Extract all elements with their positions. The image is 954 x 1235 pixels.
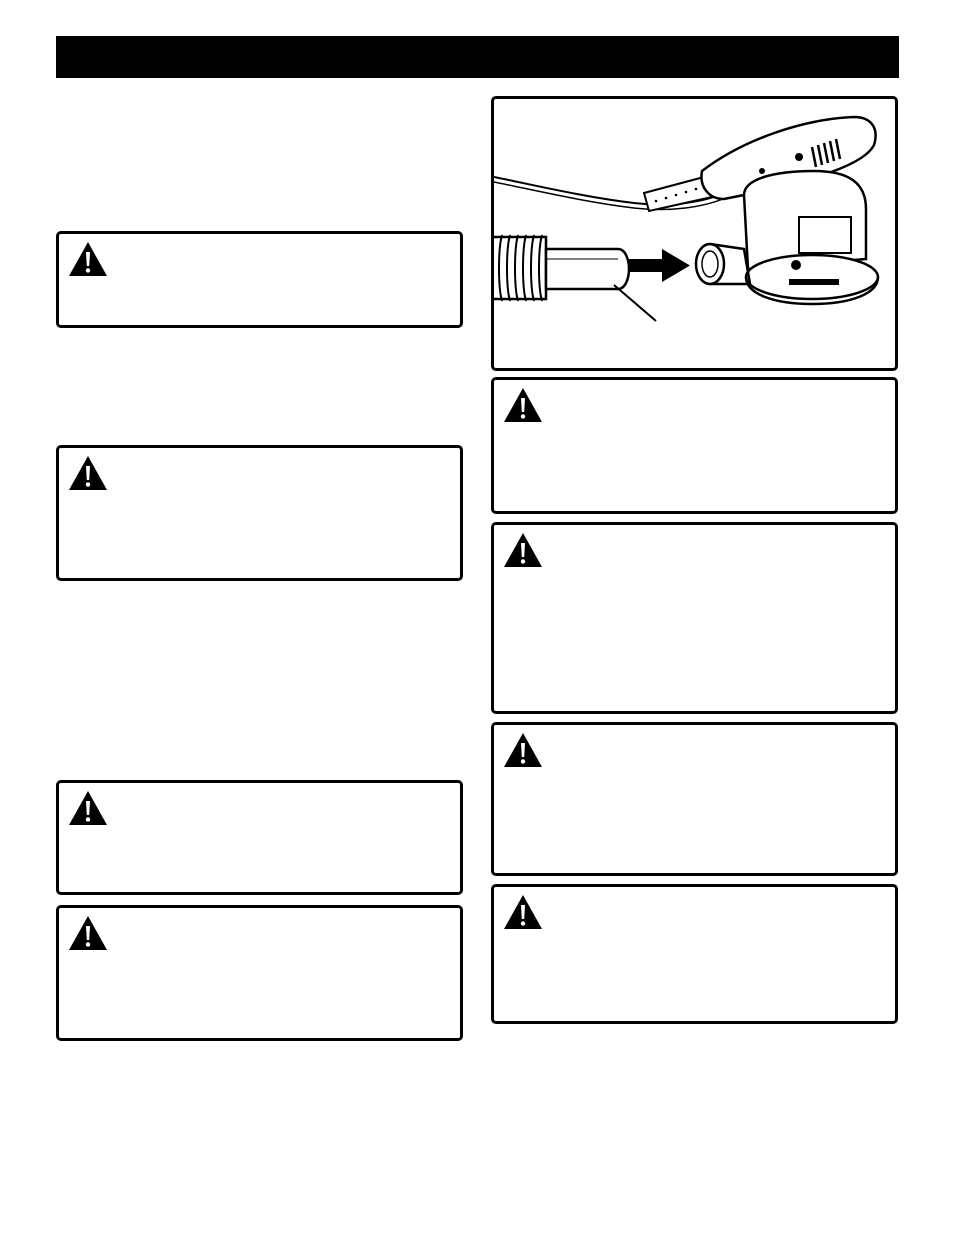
- warning-box-right-2: [491, 522, 898, 714]
- warning-box-right-4: [491, 884, 898, 1024]
- arrow-right-icon: [629, 249, 690, 282]
- figure-sander-dust-hose: [491, 96, 898, 371]
- warning-box-right-1: [491, 377, 898, 514]
- warning-triangle-icon: [67, 454, 109, 492]
- warning-box-left-1: [56, 231, 463, 328]
- warning-box-left-2: [56, 445, 463, 581]
- warning-triangle-icon: [67, 914, 109, 952]
- warning-box-left-4: [56, 905, 463, 1041]
- warning-triangle-icon: [502, 386, 544, 424]
- warning-triangle-icon: [67, 240, 109, 278]
- warning-triangle-icon: [502, 731, 544, 769]
- warning-box-right-3: [491, 722, 898, 876]
- warning-triangle-icon: [502, 893, 544, 931]
- sander-illustration: [494, 99, 895, 368]
- warning-triangle-icon: [67, 789, 109, 827]
- warning-box-left-3: [56, 780, 463, 895]
- section-header-bar: [56, 36, 899, 78]
- warning-triangle-icon: [502, 531, 544, 569]
